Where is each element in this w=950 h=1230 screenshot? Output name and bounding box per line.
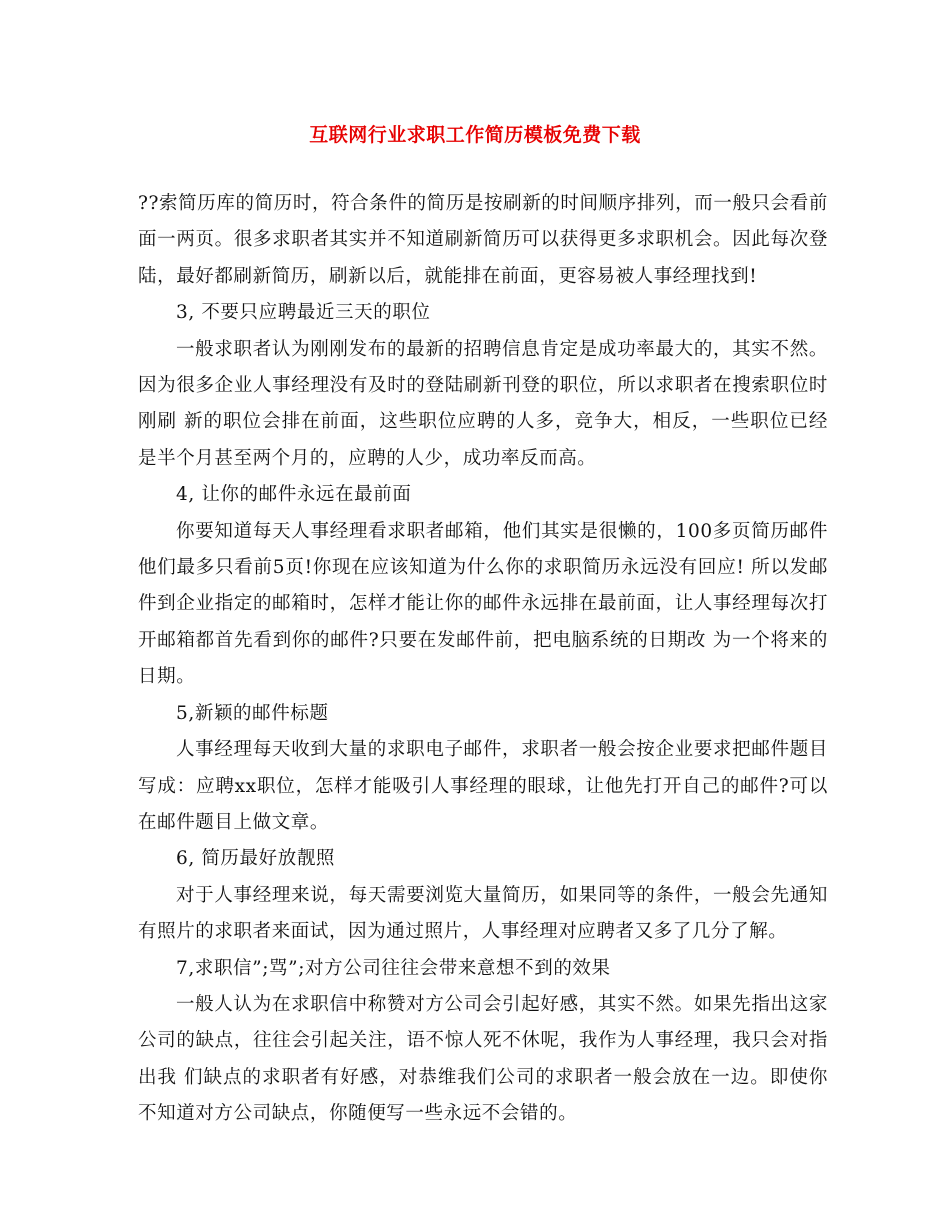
body-paragraph: 6, 简历最好放靓照	[176, 848, 336, 870]
body-paragraph: 人事经理每天收到大量的求职电子邮件，求职者一般会按企业要求把邮件题目写成：应聘xx职位，怎样才能吸引人事经理的眼球，让他先打开自己的邮件?可以在邮件题目上做文章。	[138, 739, 828, 833]
body-paragraph: 对于人事经理来说，每天需要浏览大量简历，如果同等的条件，一般会先通知有照片的求职者来面试，因为通过照片，人事经理对应聘者又多了几分了解。	[138, 884, 828, 943]
body-paragraph: ??索简历库的简历时，符合条件的简历是按刷新的时间顺序排列，而一般只会看前面一两页。很多求职者其实并不知道刷新简历可以获得更多求职机会。因此每次登陆，最好都刷新简历，刷新以后，就能排在前面，更容易被人事经理找到!	[138, 193, 828, 287]
body-paragraph: 一般人认为在求职信中称赞对方公司会引起好感，其实不然。如果先指出这家公司的缺点，往往会引起关注，语不惊人死不休呢，我作为人事经理，我只会对指出我 们缺点的求职者有好感，对恭维我们公司的求职者一般会放在一边。即使你不知道对方公司缺点，你随便写一些永远不会错的。	[138, 993, 828, 1125]
body-paragraph: 4, 让你的邮件永远在最前面	[176, 484, 412, 506]
document-title: 互联网行业求职工作简历模板免费下载	[309, 124, 641, 146]
body-paragraph: 一般求职者认为刚刚发布的最新的招聘信息肯定是成功率最大的，其实不然。因为很多企业人事经理没有及时的登陆刷新刊登的职位，所以求职者在搜索职位时刚刷 新的职位会排在前面，这些职位应聘的人多，竞争大，相反，一些职位已经是半个月甚至两个月的，应聘的人少，成功率反而高。	[138, 338, 828, 469]
body-paragraph: 你要知道每天人事经理看求职者邮箱，他们其实是很懒的，100多页简历邮件他们最多只看前5页!你现在应该知道为什么你的求职简历永远没有回应! 所以发邮件到企业指定的邮箱时，怎样才能让你的邮件永远排在最前面，让人事经理每次打开邮箱都首先看到你的邮件?只要在发邮件前，把电脑系统的日期改 为一个将来的日期。	[138, 520, 828, 688]
body-paragraph: 5,新颖的邮件标题	[176, 702, 329, 724]
document-body	[138, 186, 828, 1133]
body-paragraph: 7,求职信”;骂”;对方公司往往会带来意想不到的效果	[176, 957, 611, 979]
body-paragraph: 3, 不要只应聘最近三天的职位	[176, 302, 431, 324]
